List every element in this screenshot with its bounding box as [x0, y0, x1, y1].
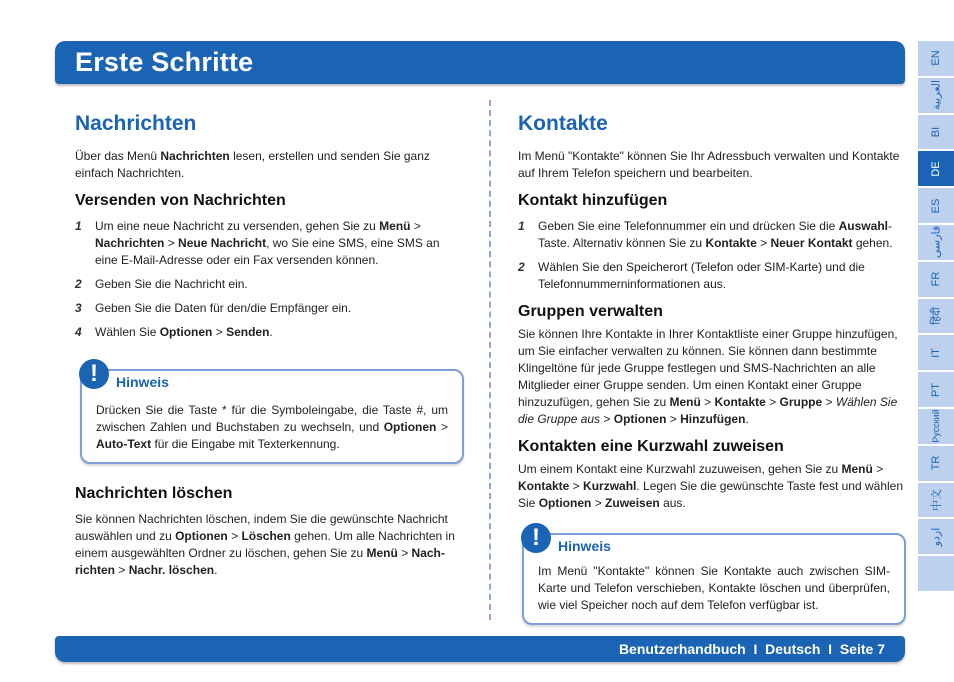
column-divider: [489, 100, 491, 620]
delete-messages-heading: Nachrichten löschen: [75, 485, 233, 502]
add-step-2: 2 Wählen Sie den Speicherort (Telefon oder SIM-Karte) und die Telefonnummerninformationen aus.: [518, 260, 865, 291]
add-contact-heading: Kontakt hinzufügen: [518, 192, 668, 209]
note-title-right: Hinweis: [558, 538, 611, 554]
language-tab-es[interactable]: ES: [918, 188, 954, 223]
language-tab-pt[interactable]: PT: [918, 372, 954, 407]
language-tabs: [918, 41, 954, 593]
language-tab-bi[interactable]: BI: [918, 115, 954, 150]
language-tab-fa[interactable]: فارسی: [918, 225, 954, 260]
send-step-4: 4 Wählen Sie Optionen > Senden.: [75, 325, 273, 339]
send-step-1: 1 Um eine neue Nachricht zu versenden, gehen Sie zu Menü > Nachrichten > Neue Nachricht, wo Sie eine SMS, eine SMS an eine E-Mail-Adresse oder ein Fax versenden können.: [75, 219, 440, 267]
send-step-2: 2 Geben Sie die Nachricht ein.: [75, 277, 248, 291]
language-tab-en[interactable]: EN: [918, 41, 954, 76]
contacts-section: [518, 110, 903, 512]
send-messages-heading: Versenden von Nachrichten: [75, 192, 286, 209]
note-title-left: Hinweis: [116, 374, 169, 390]
footer-text: Benutzerhandbuch I Deutsch I Seite 7: [618, 641, 885, 657]
speed-dial-heading: Kontakten eine Kurzwahl zuweisen: [518, 438, 784, 455]
language-tab-ar[interactable]: العربية: [918, 78, 954, 113]
manage-groups-heading: Gruppen verwalten: [518, 303, 663, 320]
messages-intro: Über das Menü Nachrichten lesen, erstellen und senden Sie ganz einfach Nachrichten.: [75, 149, 430, 180]
language-tab-hi[interactable]: हिंदी: [918, 299, 954, 334]
language-tab-ur[interactable]: اردو: [918, 519, 954, 554]
header-bar: [55, 41, 905, 84]
delete-messages-text: Sie können Nachrichten löschen, indem Sie die gewünschte Nachricht auswählen und zu Optionen > Löschen gehen. Um alle Nachrichten in einem ausgewählten Ordner zu löschen, gehen Sie zu Menü > Nach-richten > Nachr. löschen.: [75, 512, 455, 577]
contacts-intro: Im Menü "Kontakte" können Sie Ihr Adressbuch verwalten und Kontakte auf Ihrem Telefon speichern und bearbeiten.: [518, 149, 900, 180]
note-text-left: Drücken Sie die Taste * für die Symboleingabe, die Taste #, um zwischen Zahlen und Buchstaben zu wechseln, und Optionen > Auto-Text für die Eingabe mit Texterkennung.: [96, 403, 448, 451]
language-tab-tr[interactable]: TR: [918, 446, 954, 481]
manage-groups-text: Sie können Ihre Kontakte in Ihrer Kontaktliste einer Gruppe hinzufügen, um Sie einfacher verwalten zu können. Sie können dann bestimmte Klingeltöne für jede Gruppe festlegen und SMS-Nachrichten an alle Mitglieder einer Gruppe senden. Um einen Kontakt einer Gruppe hinzuzufügen, gehen Sie zu Menü > Kontakte > Gruppe > Wählen Sie die Gruppe aus > Optionen > Hinzufügen.: [518, 327, 898, 426]
note-text-right: Im Menü "Kontakte" können Sie Kontakte auch zwischen SIM-Karte und Telefon verschieben, Kontakte löschen und überprüfen, wie viel Speicher noch auf dem Telefon verfügbar ist.: [538, 564, 890, 612]
language-tab-blank: [918, 556, 954, 591]
footer-bar: [55, 636, 905, 662]
page-title: Erste Schritte: [75, 47, 254, 77]
language-tab-ru[interactable]: Русский: [918, 409, 954, 444]
add-step-1: 1 Geben Sie eine Telefonnummer ein und drücken Sie die Auswahl-Taste. Alternativ können Sie zu Kontakte > Neuer Kontakt gehen.: [518, 219, 893, 250]
language-tab-zh[interactable]: 中文: [918, 483, 954, 518]
language-tab-fr[interactable]: FR: [918, 262, 954, 297]
exclamation-icon: !: [521, 523, 551, 553]
speed-dial-text: Um einem Kontakt eine Kurzwahl zuzuweisen, gehen Sie zu Menü > Kontakte > Kurzwahl. Legen Sie die gewünschte Taste fest und wählen Sie Optionen > Zuweisen aus.: [518, 462, 904, 510]
exclamation-icon: !: [79, 359, 109, 389]
contacts-heading: Kontakte: [518, 112, 608, 135]
language-tab-it[interactable]: IT: [918, 335, 954, 370]
send-step-3: 3 Geben Sie die Daten für den/die Empfänger ein.: [75, 301, 352, 315]
messages-heading: Nachrichten: [75, 112, 197, 135]
language-tab-de[interactable]: DE: [918, 151, 954, 186]
